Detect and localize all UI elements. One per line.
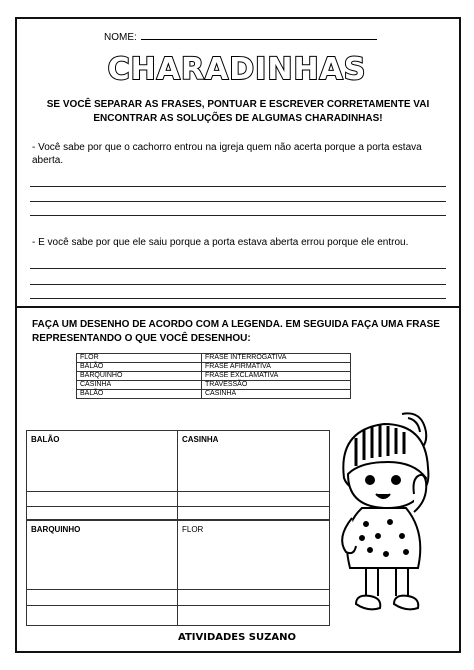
legend-item: BALÃO [77, 363, 202, 372]
question-2: - E você sabe por que ele saiu porque a porta estava aberta errou porque ele entrou. [32, 237, 409, 248]
answer-line[interactable] [30, 268, 446, 269]
legend-table [76, 353, 351, 399]
girl-illustration [326, 408, 438, 630]
legend-row [77, 354, 351, 363]
name-field[interactable] [104, 30, 377, 43]
legend-type: FRASE EXCLAMATIVA [202, 372, 351, 381]
legend-row [77, 372, 351, 381]
legend-item: CASINHA [77, 381, 202, 390]
answer-line[interactable] [27, 605, 329, 606]
legend-row [77, 390, 351, 399]
legend-item: BARQUINHO [77, 372, 202, 381]
answer-line[interactable] [30, 186, 446, 187]
box-label-flor: FLOR [182, 525, 204, 534]
section-divider [15, 306, 461, 308]
legend-type: CASINHA [202, 390, 351, 399]
box-label-barquinho: BARQUINHO [31, 525, 81, 534]
answer-line[interactable] [30, 215, 446, 216]
legend-type: TRAVESSÃO [202, 381, 351, 390]
legend-type: FRASE INTERROGATIVA [202, 354, 351, 363]
footer-brand: ATIVIDADES SUZANO [177, 632, 296, 643]
answer-line[interactable] [30, 298, 446, 299]
name-line[interactable] [141, 30, 377, 40]
answer-line[interactable] [27, 491, 329, 492]
legend-type: FRASE AFIRMATIVA [202, 363, 351, 372]
legend-item: FLOR [77, 354, 202, 363]
grid-divider [27, 519, 329, 521]
drawing-instruction: FAÇA UM DESENHO DE ACORDO COM A LEGENDA. EM SEGUIDA FAÇA UMA FRASE REPRESENTANDO O QUE VOCÊ DESENHOU: [32, 319, 440, 344]
drawing-grid [26, 430, 330, 626]
instruction-text: SE VOCÊ SEPARAR AS FRASES, PONTUAR E ESCREVER CORRETAMENTE VAI ENCONTRAR AS SOLUÇÕES DE ALGUMAS CHARADINHAS! [46, 99, 430, 124]
answer-line[interactable] [30, 201, 446, 202]
question-1: - Você sabe por que o cachorro entrou na igreja quem não acerta porque a porta estava aberta. [32, 142, 422, 166]
answer-line[interactable] [27, 589, 329, 590]
answer-line[interactable] [30, 284, 446, 285]
box-label-casinha: CASINHA [182, 435, 219, 444]
answer-line[interactable] [27, 506, 329, 507]
page-title: CHARADINHAS [107, 52, 367, 87]
legend-row [77, 381, 351, 390]
legend-item: BALÃO [77, 390, 202, 399]
box-label-balao: BALÃO [31, 435, 60, 444]
legend-row [77, 363, 351, 372]
grid-divider [177, 431, 178, 625]
name-label: NOME: [104, 32, 137, 43]
